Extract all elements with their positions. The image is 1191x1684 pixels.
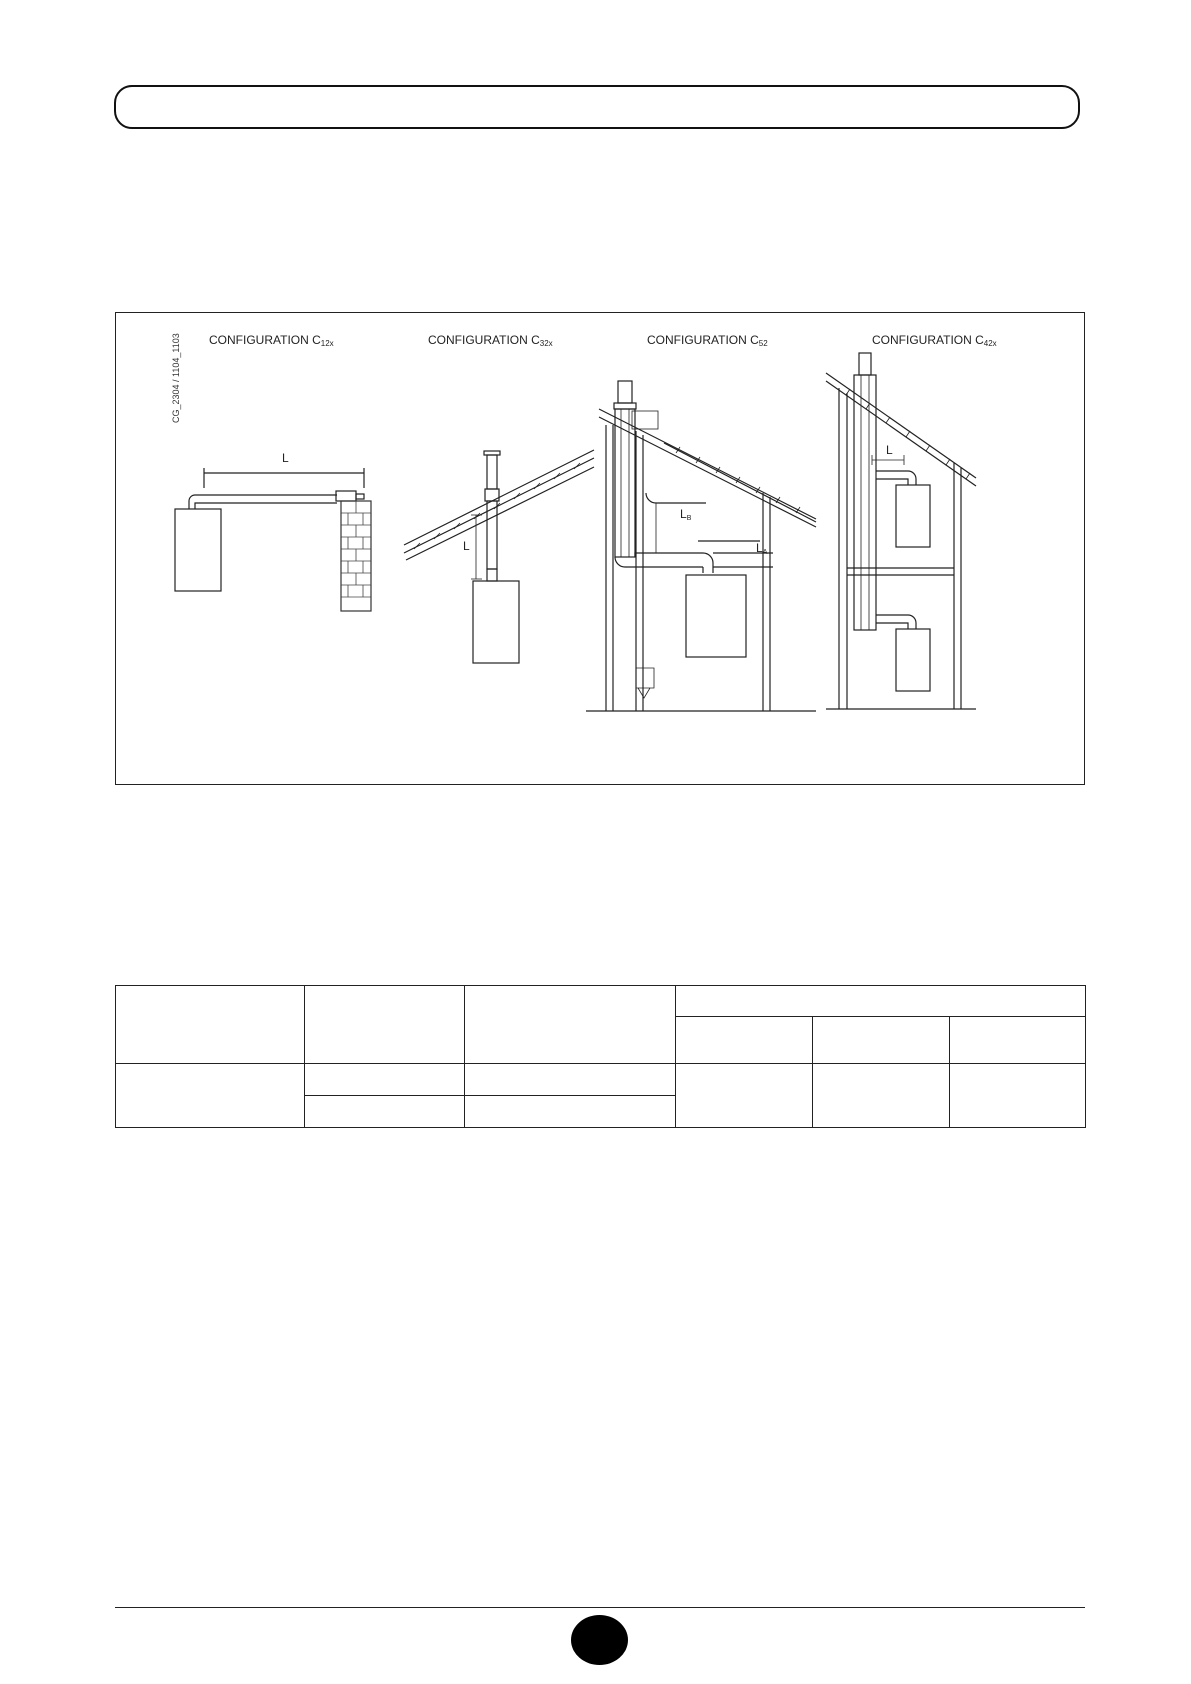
table-cell [676, 1064, 813, 1128]
table-header-group-cell [676, 986, 1086, 1017]
table-row [116, 1064, 1086, 1096]
c52-vertical-length-label: $L_B$ [680, 507, 692, 522]
table-cell [465, 1064, 676, 1096]
table-cell [305, 1096, 465, 1128]
table-header-cell [305, 986, 465, 1064]
c52-drawing [586, 381, 816, 711]
table-cell [465, 1096, 676, 1128]
c52-horizontal-length-label: $L_A$ [756, 541, 768, 556]
configuration-c32x-label: CONFIGURATION $C_{32x}$ [428, 333, 553, 348]
configuration-c12x-label: CONFIGURATION $C_{12x}$ [209, 333, 334, 348]
section-title-frame [114, 85, 1080, 129]
configurations-drawing [116, 313, 1086, 786]
page-number-badge [571, 1615, 628, 1665]
table-header-cell [465, 986, 676, 1064]
footer-divider [115, 1607, 1085, 1608]
c12-length-label: L [282, 451, 289, 465]
flue-length-table [115, 985, 1086, 1128]
table-subheader-cell [676, 1017, 813, 1064]
table-cell [950, 1064, 1086, 1128]
c42-drawing [826, 353, 976, 709]
table-subheader-cell [950, 1017, 1086, 1064]
table-subheader-cell [813, 1017, 950, 1064]
figure-reference-code: CG_2304 / 1104_1103 [171, 333, 181, 423]
flue-configurations-figure [115, 312, 1085, 785]
configuration-c42x-label: CONFIGURATION $C_{42x}$ [872, 333, 997, 348]
table-header-cell [116, 986, 305, 1064]
c32-length-label: L [463, 539, 470, 553]
table-cell [116, 1064, 305, 1128]
c32-drawing [404, 450, 594, 663]
c42-length-label: L [886, 443, 893, 457]
table-cell [813, 1064, 950, 1128]
table-cell [305, 1064, 465, 1096]
c12-drawing [175, 468, 371, 611]
configuration-c52-label: CONFIGURATION $C_{52}$ [647, 333, 768, 348]
